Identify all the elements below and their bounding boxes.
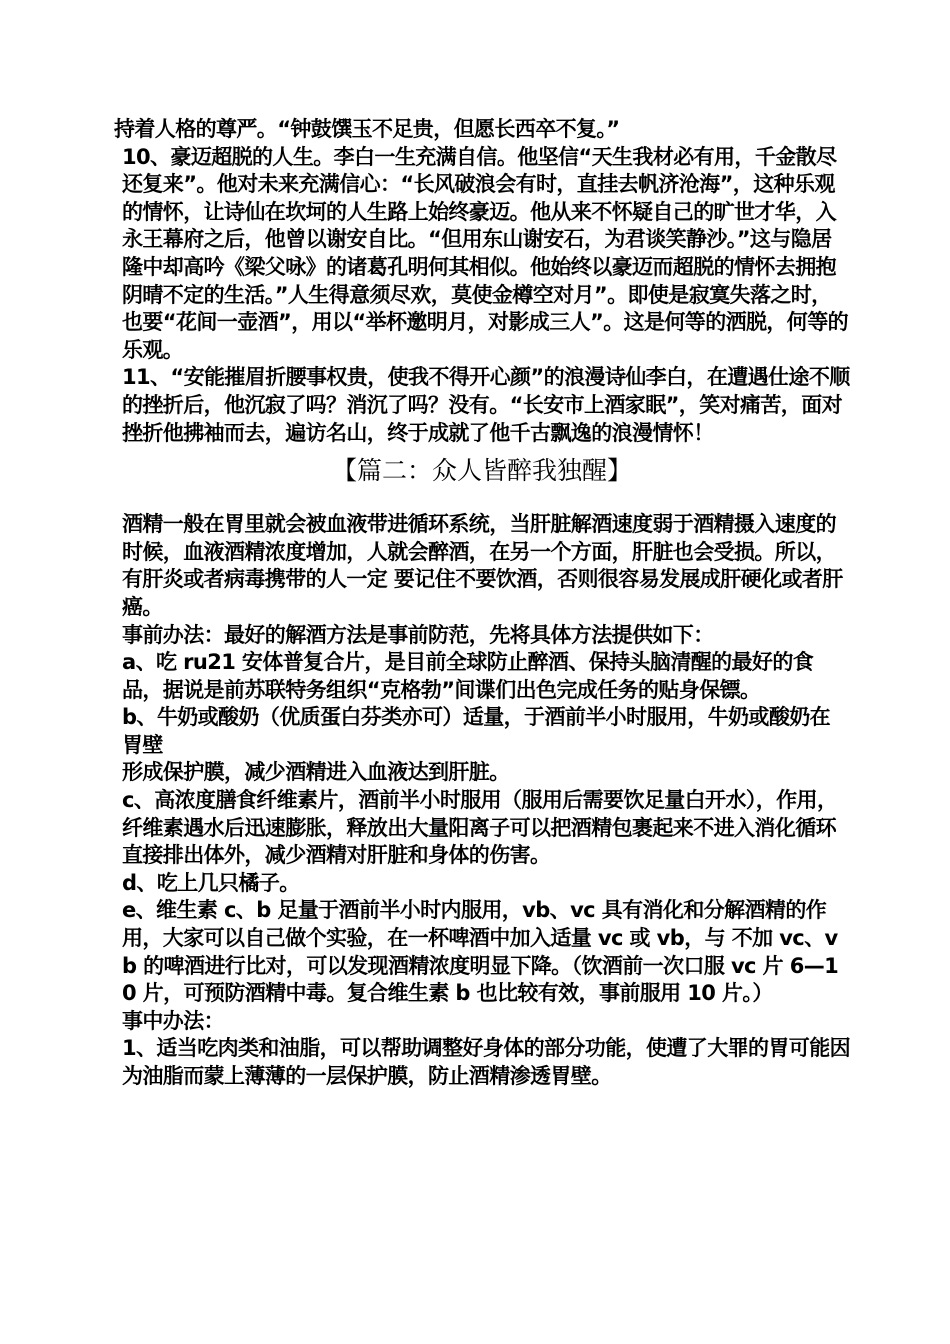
paragraph: b、牛奶或酸奶（优质蛋白芬类亦可）适量，于酒前半小时服用，牛奶或酸奶在胃壁 (122, 705, 831, 757)
paragraph: 10、豪迈超脱的人生。李白一生充满自信。他坚信“天生我材必有用，千金散尽还复来”。他对未来充满信心：“长风破浪会有时，直挂去帆济沧海”，这种乐观的情怀，让诗仙在坎坷的人生路上始终豪迈。他从来不怀疑自己的旷世才华，入永王幕府之后，他曾以谢安自比。“但用东山谢安石，为君谈笑静沙。”这与隐居隆中却高吟《梁父咏》的诸葛孔明何其相似。他始终以豪迈而超脱的情怀去拥抱阴晴不定的生活。”人生得意须尽欢，莫使金樽空对月”。即使是寂寞失落之时，也要“花间一壶酒”，用以“举杯邀明月，对影成三人”。这是何等的洒脱，何等的乐观。 (122, 144, 849, 362)
paragraph: c、高浓度膳食纤维素片，酒前半小时服用（服用后需要饮足量白开水），作用，纤维素遇水后迅速膨胀，释放出大量阳离子可以把酒精包裹起来不进入消化循环直接排出体外，减少酒精对肝脏和身体的伤害。 (122, 788, 838, 868)
paragraph: d、吃上几只橘子。 (122, 870, 300, 895)
paragraph: a、吃 ru21 安体普复合片，是目前全球防止醉酒、保持头脑清醒的最好的食品，据说是前苏联特务组织“克格勃”间谍们出色完成任务的贴身保镖。 (122, 650, 814, 702)
paragraph: e、维生素 c、b 足量于酒前半小时内服用，vb、vc 具有消化和分解酒精的作用，大家可以自己做个实验，在一杯啤酒中加入适量 vc 或 vb，与 不加 vc、vb 的啤酒进行比对，可以发现酒精浓度明显下降。（饮酒前一次口服 vc 片 6—10 片，可预防酒精中毒。复合维生素 b 也比较有效，事前服用 10 片。） (122, 898, 839, 1006)
paragraph: 酒精一般在胃里就会被血液带进循环系统，当肝脏解酒速度弱于酒精摄入速度的时候，血液酒精浓度增加，人就会醉酒，在另一个方面，肝脏也会受损。所以，有肝炎或者病毒携带的人一定 要记住不要饮酒，否则很容易发展成肝硬化或者肝癌。 (122, 512, 843, 619)
paragraph: 1、适当吃肉类和油脂，可以帮助调整好身体的部分功能，使遭了大罪的胃可能因为油脂而蒙上薄薄的一层保护膜，防止酒精渗透胃壁。 (122, 1036, 851, 1088)
paragraph: 事前办法：最好的解酒方法是事前防范，先将具体方法提供如下： (122, 622, 714, 647)
paragraph: 持着人格的尊严。“钟鼓馔玉不足贵，但愿长西卒不复。” (114, 117, 620, 141)
paragraph: 形成保护膜，减少酒精进入血液达到肝脏。 (122, 760, 510, 785)
paragraph: 事中办法： (122, 1008, 224, 1033)
section-heading: 【篇二：众人皆醉我独醒】 (331, 456, 632, 486)
paragraph: 11、“安能摧眉折腰事权贵，使我不得开心颜”的浪漫诗仙李白，在遭遇仕途不顺的挫折后，他沉寂了吗？消沉了吗？没有。“长安市上酒家眠”，笑对痛苦，面对挫折他拂袖而去，遍访名山，终于成就了他千古飘逸的浪漫情怀！ (122, 365, 850, 445)
document-page (114, 116, 850, 1091)
